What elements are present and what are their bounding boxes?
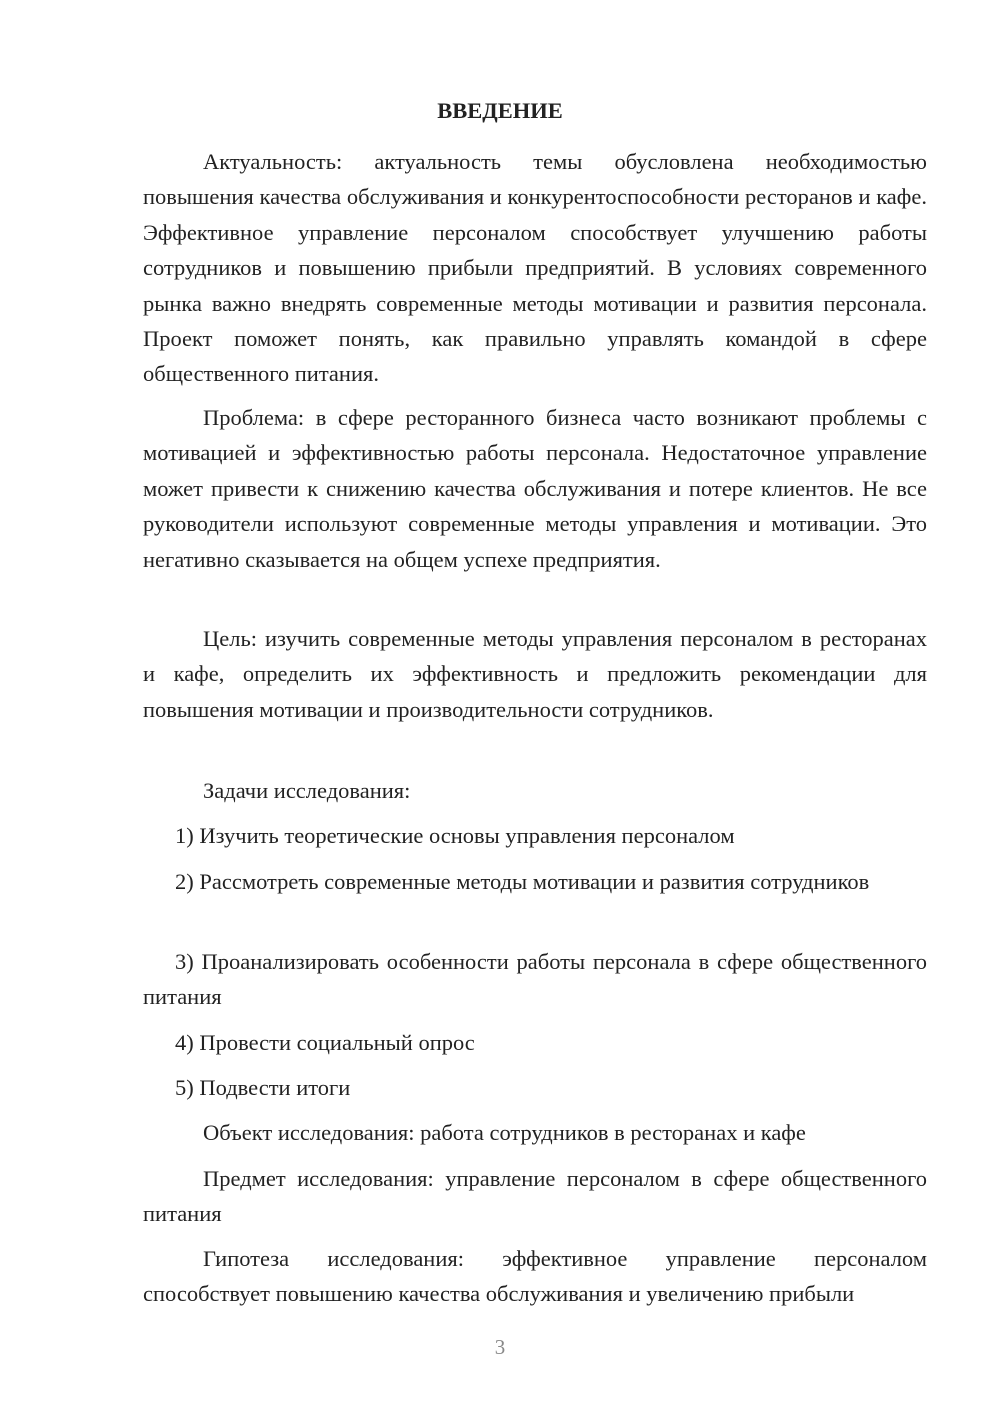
tasks-heading: Задачи исследования: — [203, 778, 411, 803]
task-item: 1) Изучить теоретические основы управления персоналом — [175, 823, 735, 848]
paragraph-goal: Цель: изучить современные методы управления персоналом в ресторанах и кафе, определить их эффективность и предложить рекомендации для повышения мотивации и производительности сотрудников. — [143, 626, 927, 722]
task-item: 5) Подвести итоги — [175, 1075, 351, 1100]
page-number: 3 — [494, 1335, 506, 1359]
paragraph-problem: Проблема: в сфере ресторанного бизнеса часто возникают проблемы с мотивацией и эффективностью работы персонала. Недостаточное управление может привести к снижению качества обслуживания и потере клиентов. Не все руководители используют современные методы управления и мотивации. Это негативно сказывается на общем успехе предприятия. — [143, 405, 927, 572]
task-item: 3) Проанализировать особенности работы персонала в сфере общественного питания — [143, 949, 927, 1010]
task-item: 2) Рассмотреть современные методы мотивации и развития сотрудников — [175, 869, 870, 894]
document-title: ВВЕДЕНИЕ — [437, 98, 563, 123]
paragraph-relevance: Актуальность: актуальность темы обусловлена необходимостью повышения качества обслуживания и конкурентоспособности ресторанов и кафе. Эффективное управление персоналом способствует улучшению работы сотрудников и повышению прибыли предприятий. В условиях современного рынка важно внедрять современные методы мотивации и развития персонала. Проект поможет понять, как правильно управлять командой в сфере общественного питания. — [143, 149, 927, 387]
paragraph-object: Объект исследования: работа сотрудников в ресторанах и кафе — [203, 1120, 806, 1145]
paragraph-subject: Предмет исследования: управление персоналом в сфере общественного питания — [143, 1166, 927, 1227]
task-item: 4) Провести социальный опрос — [175, 1030, 475, 1055]
paragraph-hypothesis: Гипотеза исследования: эффективное управление персоналом способствует повышению качества обслуживания и увеличению прибыли — [143, 1246, 927, 1307]
